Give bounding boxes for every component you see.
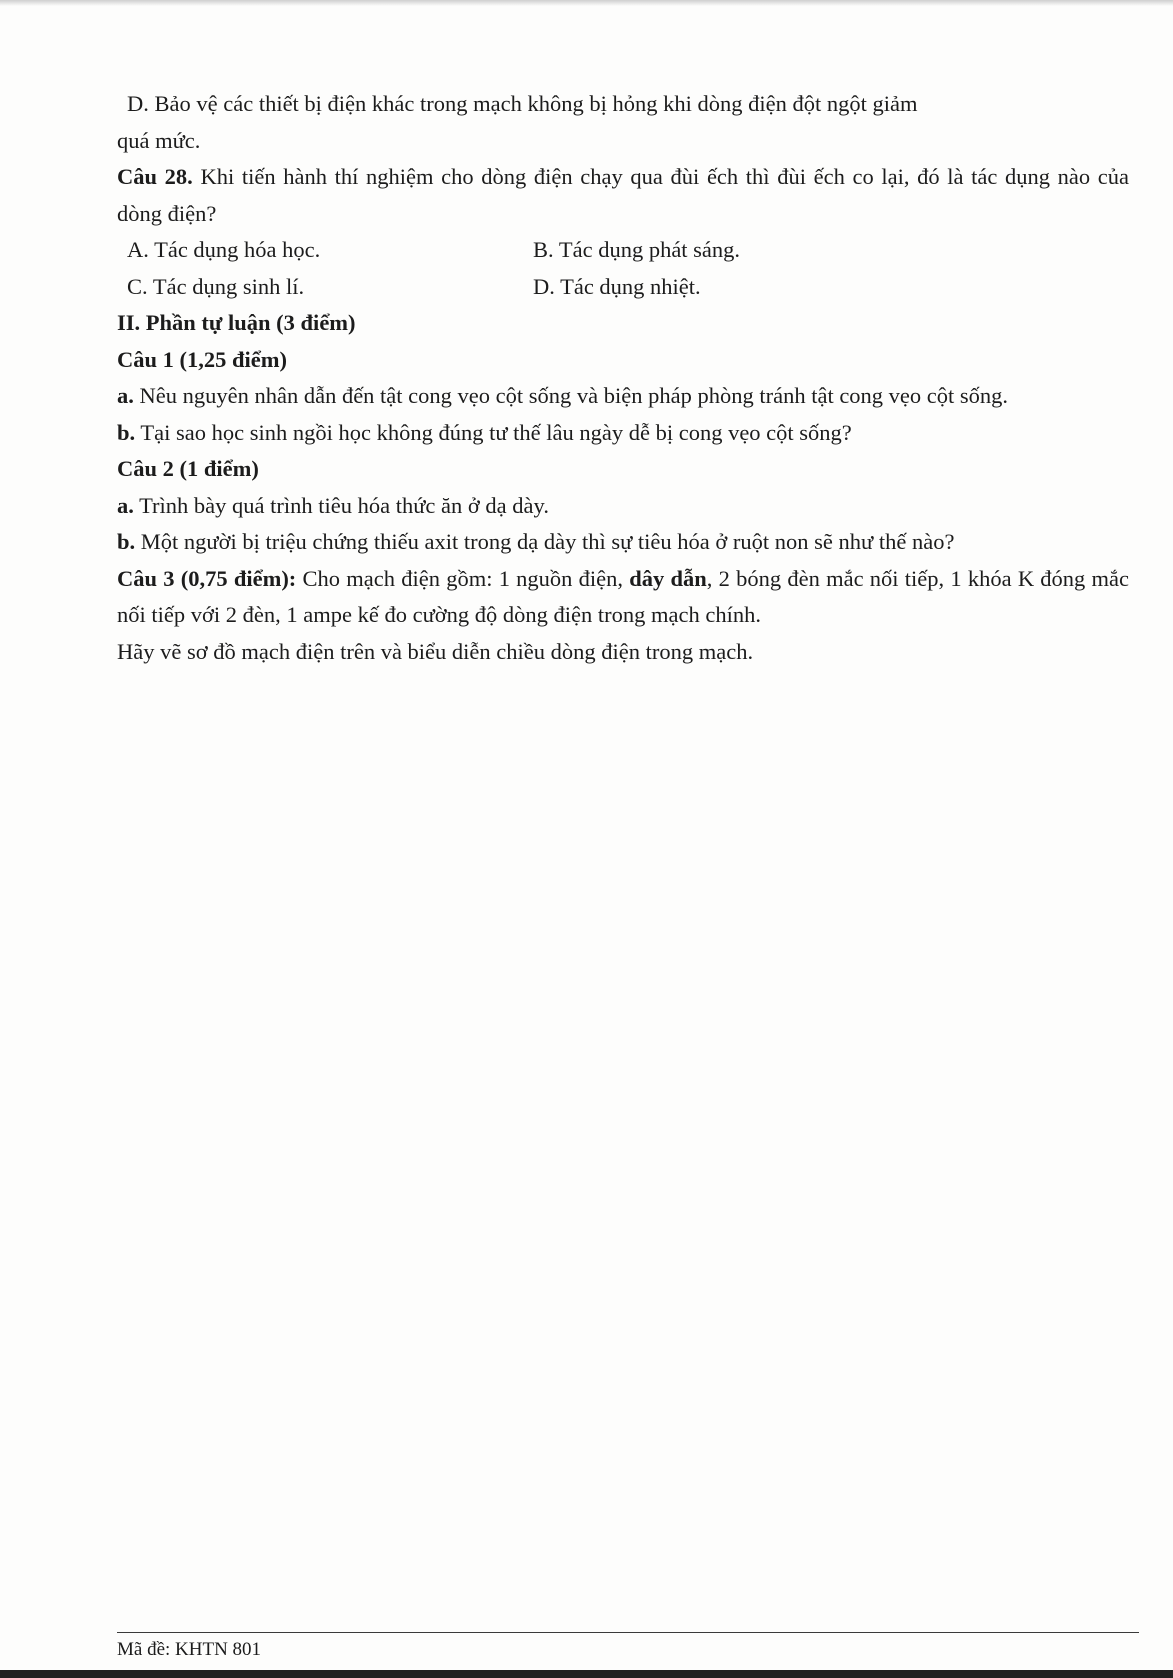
essay-q2-part-a [117, 488, 1129, 525]
essay-q2-a-text: Trình bày quá trình tiêu hóa thức ăn ở dạ dày. [133, 492, 549, 518]
exam-code: Mã đề: KHTN 801 [117, 1639, 262, 1660]
question-28 [117, 159, 1129, 232]
essay-q1-title: Câu 1 (1,25 điểm) [117, 346, 287, 372]
page-footer [117, 1632, 1139, 1661]
q27-option-d [117, 86, 1129, 159]
essay-q2-part-b [117, 524, 1129, 561]
q28-option-d: D. Tác dụng nhiệt. [533, 273, 701, 299]
essay-q1-b-label: b. [117, 419, 136, 445]
essay-q3-label: Câu 3 (0,75 điểm): [117, 565, 297, 591]
q28-option-b: B. Tác dụng phát sáng. [533, 237, 741, 262]
essay-q3-bold-term: dây dẫn [629, 565, 707, 591]
essay-q1-a-text: Nêu nguyên nhân dẫn đến tật cong vẹo cột sống và biện pháp phòng tránh tật cong vẹo cột sống. [133, 383, 1009, 408]
essay-q3-text-2: , 2 bóng đèn mắc nối tiếp, 1 khóa K đóng mắc nối tiếp với 2 đèn, 1 ampe kế đo cường độ dòng điện trong mạch chính. [117, 565, 1130, 627]
essay-q1-part-a [117, 378, 1129, 415]
essay-q1-b-text: Tại sao học sinh ngồi học không đúng tư thế lâu ngày dễ bị cong vẹo cột sống? [135, 419, 852, 445]
essay-q2-a-label: a. [117, 492, 134, 518]
scan-top-edge [0, 0, 1173, 6]
question-28-label: Câu 28. [117, 164, 193, 189]
q27-option-d-line1: D. Bảo vệ các thiết bị điện khác trong mạch không bị hỏng khi dòng điện đột ngột giảm [127, 91, 918, 116]
q28-option-a: A. Tác dụng hóa học. [127, 237, 321, 262]
essay-q1-part-b [117, 415, 1129, 452]
essay-q3-task: Hãy vẽ sơ đồ mạch điện trên và biểu diễn chiều dòng điện trong mạch. [117, 638, 754, 664]
essay-q3-text-1: Cho mạch điện gồm: 1 nguồn điện, [296, 565, 630, 591]
essay-q2-b-text: Một người bị triệu chứng thiếu axit trong dạ dày thì sự tiêu hóa ở ruột non sẽ như thế nào? [135, 529, 955, 554]
question-28-options [117, 232, 1129, 305]
q27-option-d-line2: quá mức. [117, 127, 201, 153]
q28-option-c: C. Tác dụng sinh lí. [127, 273, 305, 299]
exam-content [117, 86, 1129, 670]
essay-q1-a-label: a. [117, 383, 134, 408]
scan-bottom-edge [0, 1670, 1173, 1678]
essay-q2-title: Câu 2 (1 điểm) [117, 456, 259, 481]
essay-q3 [117, 561, 1129, 634]
essay-q2-b-label: b. [117, 529, 136, 554]
section-2-heading: II. Phần tự luận (3 điểm) [117, 310, 356, 335]
question-28-text: Khi tiến hành thí nghiệm cho dòng điện chạy qua đùi ếch thì đùi ếch co lại, đó là tác dụng nào của dòng điện? [117, 164, 1130, 226]
